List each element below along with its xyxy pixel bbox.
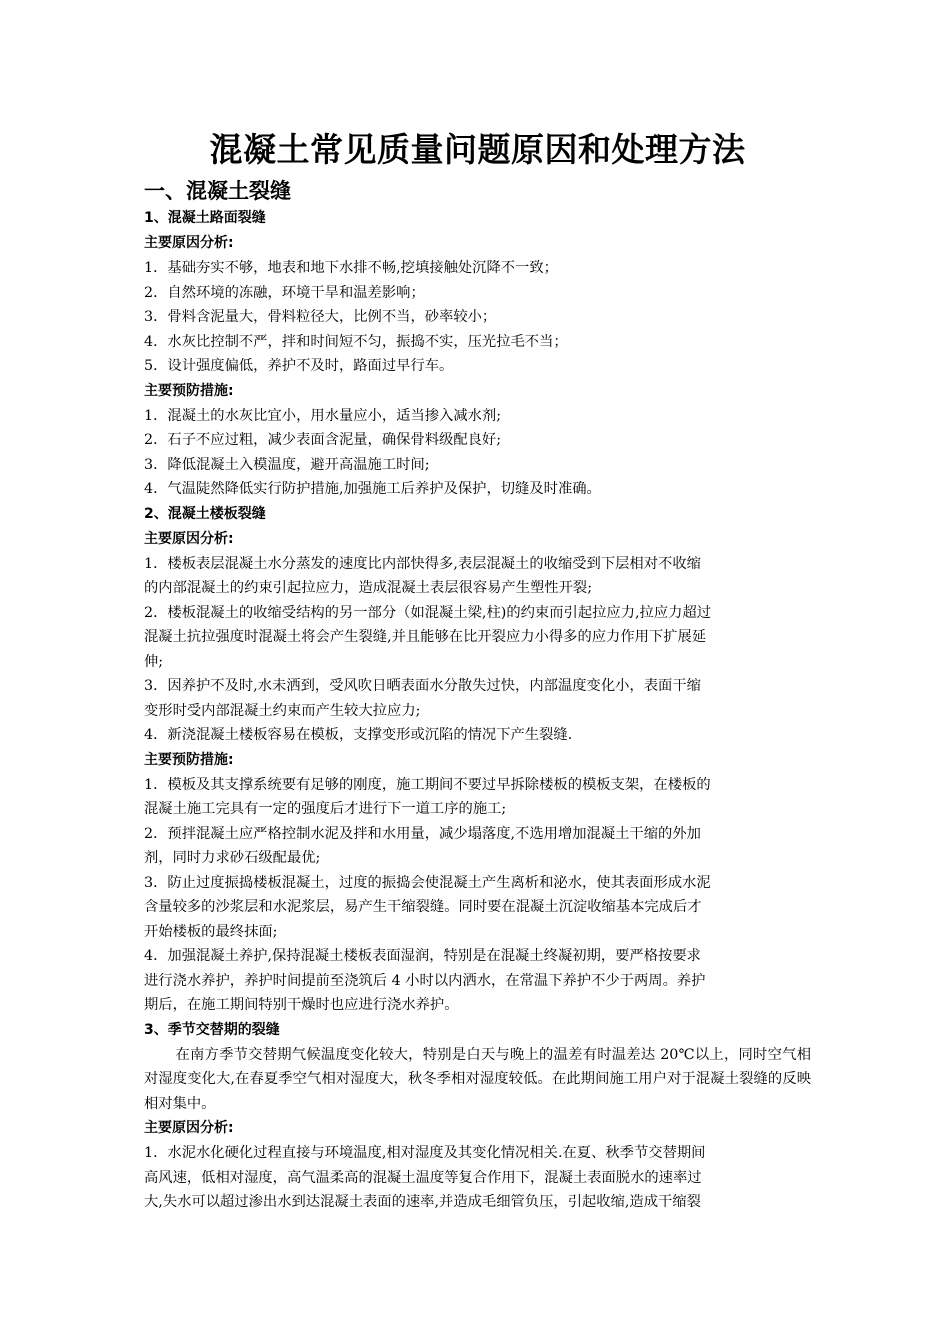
text-line: 期后，在施工期间特别干燥时也应进行浇水养护。: [144, 997, 459, 1013]
text-line: 4．加强混凝土养护,保持混凝土楼板表面湿润，特别是在混凝土终凝初期，要严格按要求: [144, 948, 701, 964]
group-label: 主要预防措施:: [144, 751, 234, 768]
list-item: 3．骨料含泥量大，骨料粒径大，比例不当，砂率较小；: [144, 309, 497, 325]
list-item: 1．混凝土的水灰比宜小，用水量应小，适当掺入减水剂;: [144, 407, 502, 424]
text-line: 1．水泥水化硬化过程直接与环境温度,相对湿度及其变化情况相关.在夏、秋季节交替期间: [144, 1145, 706, 1161]
section-cracks: [144, 176, 811, 1215]
text-line: 3．因养护不及时,水未洒到，受风吹日晒表面水分散失过快，内部温度变化小，表面干缩: [144, 678, 701, 694]
list-item: 3．降低混凝土入模温度，避开高温施工时间;: [144, 456, 430, 473]
text-line: 开始楼板的最终抹面;: [144, 923, 278, 940]
text-line: 混凝土施工完具有一定的强度后才进行下一道工序的施工;: [144, 801, 507, 817]
intro-paragraph: 在南方季节交替期气候温度变化较大，特别是白天与晚上的温差有时温差达 20℃以上，同时空气相对湿度变化大,在春夏季空气相对湿度大，秋冬季相对湿度较低。在此期间施工用户对于混凝土裂缝的反映相对集中。: [144, 1046, 811, 1112]
subsection-road-cracks: [144, 206, 811, 502]
text-line: 含量较多的沙浆层和水泥浆层，易产生干缩裂缝。同时要在混凝土沉淀收缩基本完成后才: [144, 899, 702, 915]
text-line: 大,失水可以超过渗出水到达混凝土表面的速率,并造成毛细管负压，引起收缩,造成干缩裂: [144, 1194, 701, 1210]
document-title: 混凝土常见质量问题原因和处理方法: [209, 130, 746, 169]
list-item: 2．自然环境的冻融，环境干旱和温差影响；: [144, 284, 425, 301]
group-label: 主要预防措施:: [144, 382, 234, 399]
text-line: 剂，同时力求砂石级配最优;: [144, 850, 321, 866]
text-line: 2．楼板混凝土的收缩受结构的另一部分（如混凝土梁,柱)的约束而引起拉应力,拉应力超过: [144, 604, 712, 621]
list-item: 4．水灰比控制不严，拌和时间短不匀，振捣不实，压光拉毛不当；: [144, 333, 568, 350]
text-line: 变形时受内部混凝土约束而产生较大拉应力;: [144, 702, 421, 719]
text-line: 4．新浇混凝土楼板容易在模板，支撑变形或沉陷的情况下产生裂缝.: [144, 727, 573, 743]
text-line: 的内部混凝土的约束引起拉应力，造成混凝土表层很容易产生塑性开裂;: [144, 580, 593, 596]
subsection-seasonal-cracks: [144, 1018, 811, 1215]
section-heading: 一、混凝土裂缝: [144, 178, 291, 203]
list-item: 2．石子不应过粗，减少表面含泥量，确保骨料级配良好;: [144, 432, 502, 448]
group-label: 主要原因分析:: [144, 235, 234, 251]
subsection-heading: 1、混凝土路面裂缝: [144, 210, 266, 226]
list-item: 5．设计强度偏低，养护不及时，路面过早行车。: [144, 358, 454, 374]
subsection-slab-cracks: [144, 502, 811, 1018]
group-label: 主要原因分析:: [144, 1120, 234, 1136]
list-item: 1．基础夯实不够，地表和地下水排不畅,挖填接触处沉降不一致；: [144, 260, 558, 276]
group-label: 主要原因分析:: [144, 530, 234, 547]
subsection-heading: 2、混凝土楼板裂缝: [144, 505, 266, 522]
subsection-heading: 3、季节交替期的裂缝: [144, 1021, 280, 1038]
text-line: 2．预拌混凝土应严格控制水泥及拌和水用量，减少塌落度,不选用增加混凝土干缩的外加: [144, 825, 701, 842]
text-line: 高风速，低相对湿度，高气温柔高的混凝土温度等复合作用下，混凝土表面脱水的速率过: [144, 1169, 702, 1186]
text-line: 1．楼板表层混凝土水分蒸发的速度比内部快得多,表层混凝土的收缩受到下层相对不收缩: [144, 555, 701, 572]
document-page: [144, 124, 811, 1215]
text-line: 伸;: [144, 653, 164, 670]
text-line: 1．模板及其支撑系统要有足够的刚度，施工期间不要过早拆除楼板的模板支架，在楼板的: [144, 776, 711, 793]
text-line: 3．防止过度振捣楼板混凝土，过度的振捣会使混凝土产生离析和泌水，使其表面形成水泥: [144, 874, 711, 891]
text-line: 混凝土抗拉强度时混凝土将会产生裂缝,并且能够在比开裂应力小得多的应力作用下扩展延: [144, 629, 707, 645]
text-line: 进行浇水养护，养护时间提前至浇筑后 4 小时以内洒水，在常温下养护不少于两周。养护: [144, 972, 706, 989]
list-item: 4．气温陡然降低实行防护措施,加强施工后养护及保护，切缝及时准确。: [144, 481, 601, 497]
